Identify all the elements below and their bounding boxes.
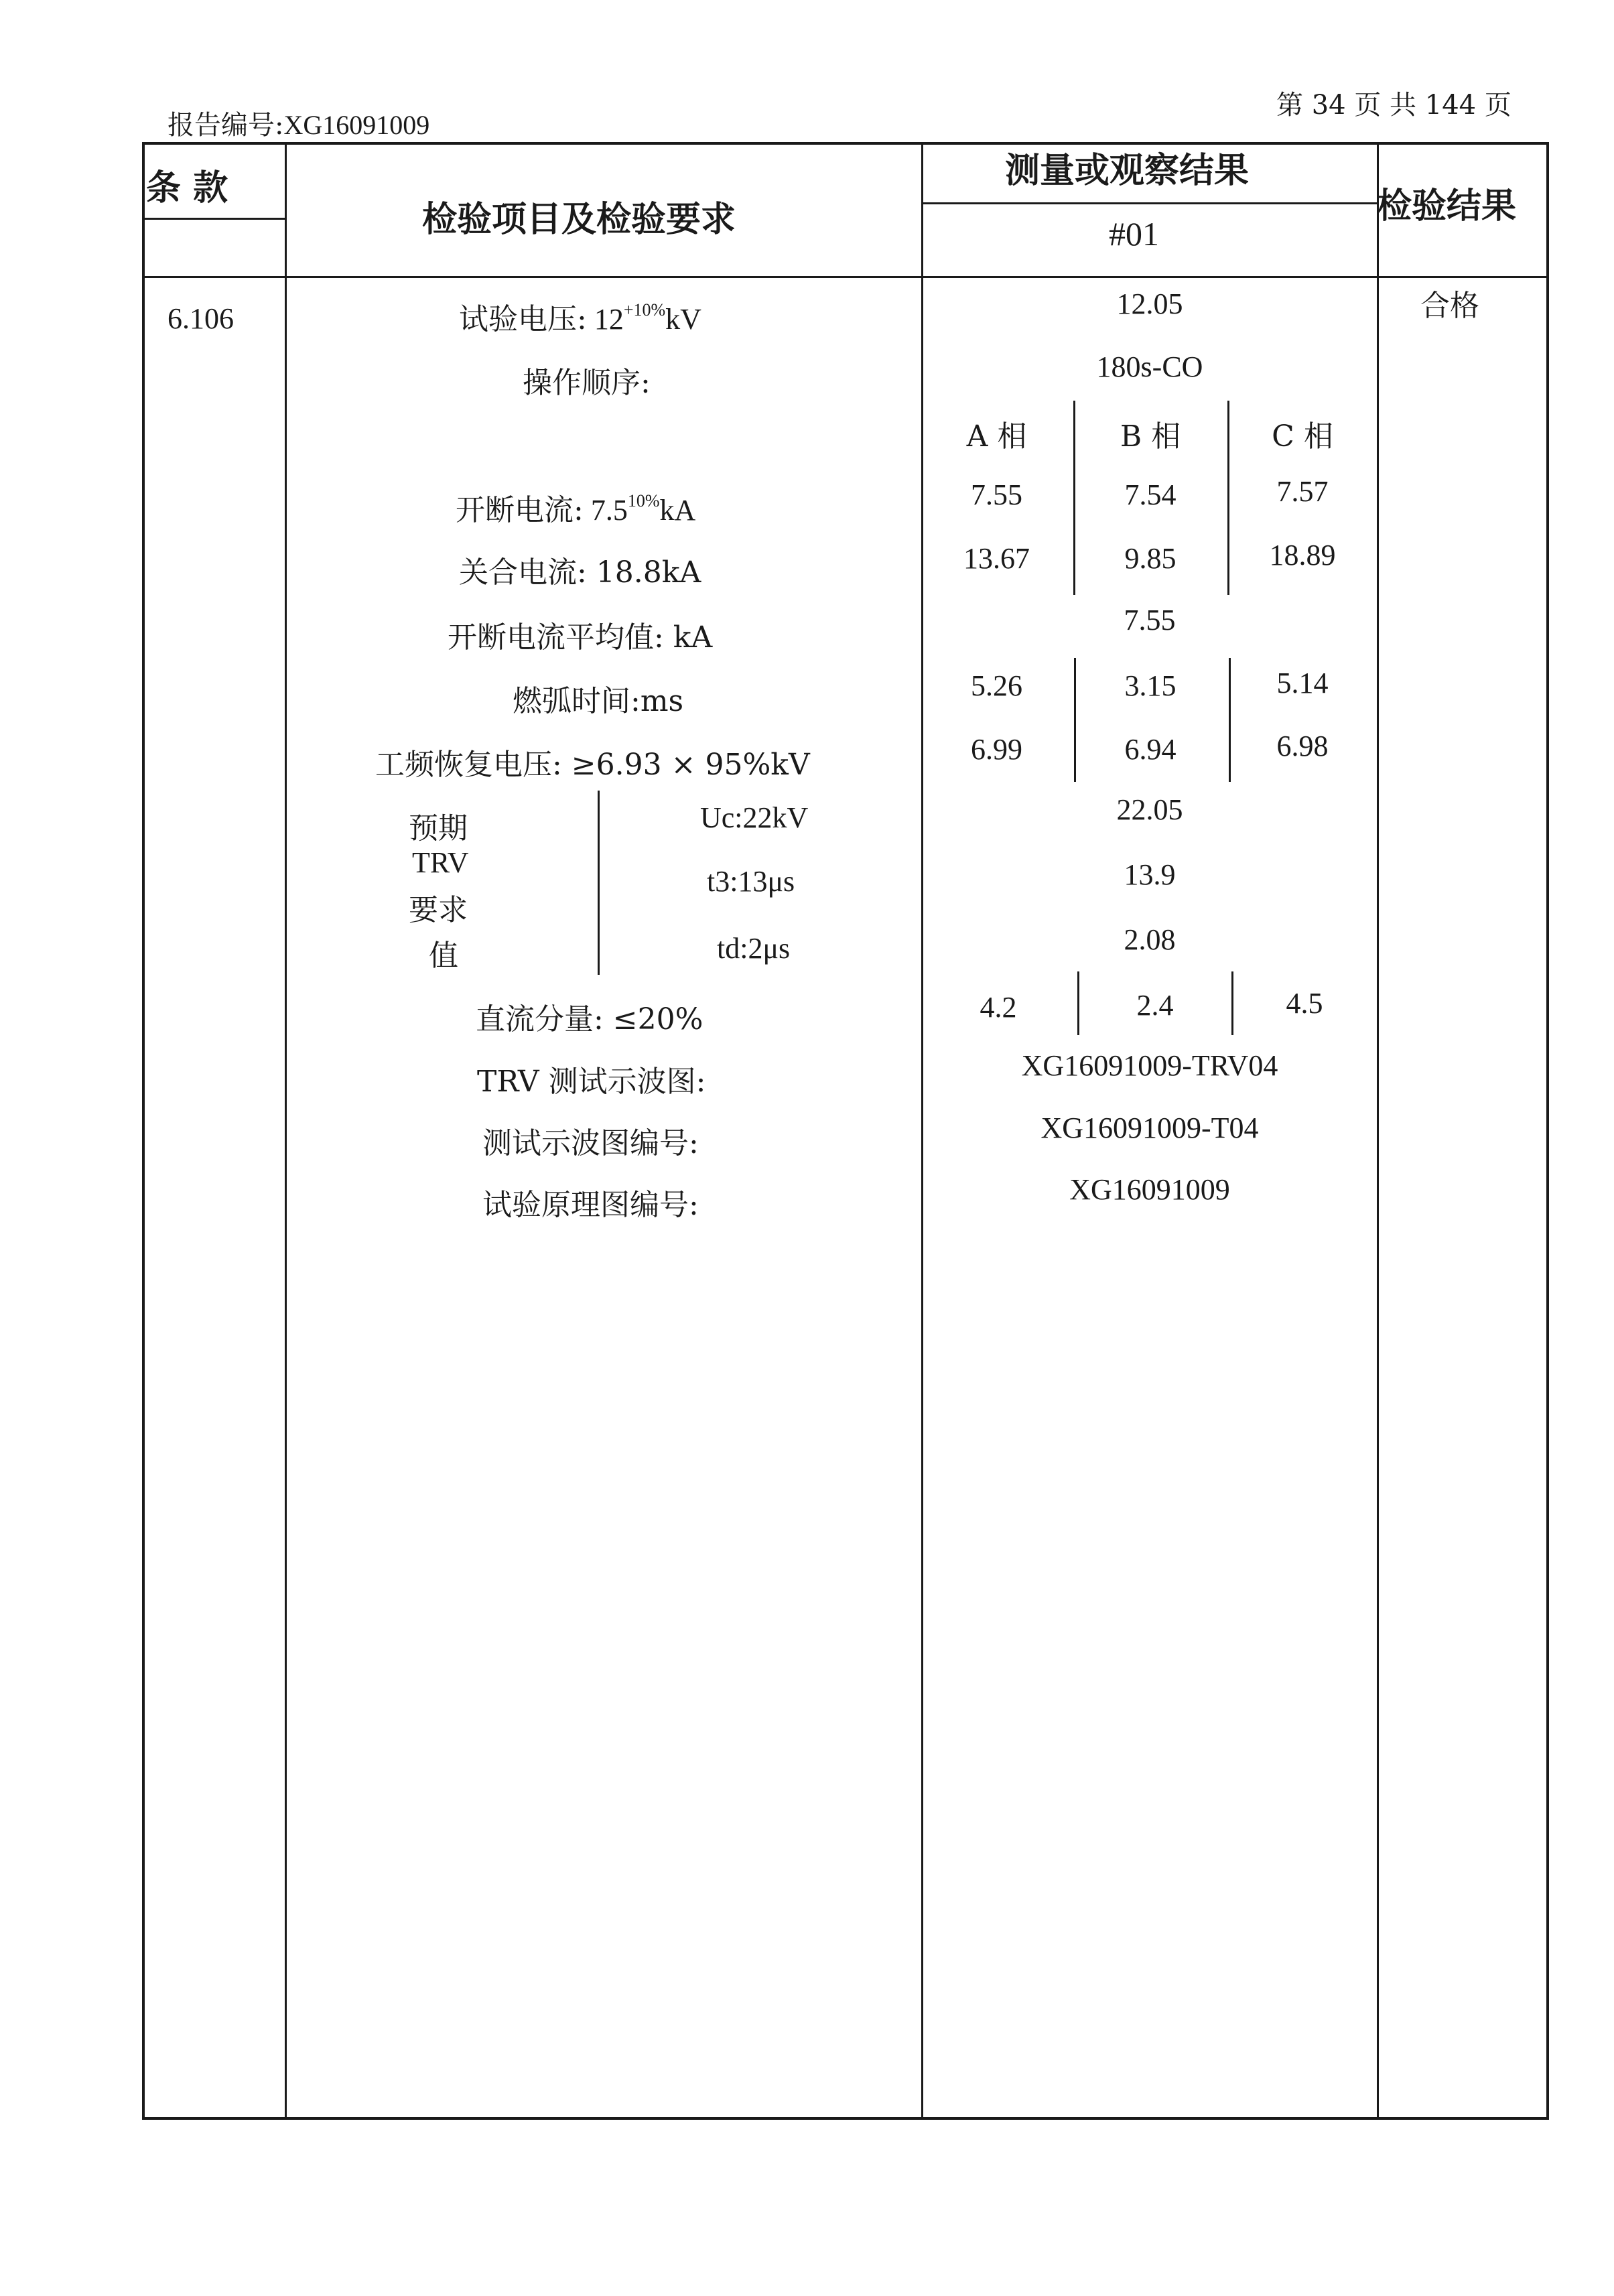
break-current-label <box>456 486 695 529</box>
trv-uc-label: Uc:22kV <box>700 801 809 834</box>
make-current-a: 13.67 <box>963 542 1030 575</box>
phase-c-header: C 相 <box>1272 419 1333 454</box>
result-value: 合格 <box>1420 289 1479 323</box>
trv-group-line-2: TRV <box>412 846 469 879</box>
trv-td-value: 2.08 <box>1124 923 1176 956</box>
test-voltage-label <box>459 295 701 338</box>
arcing-time-a: 5.26 <box>971 669 1022 702</box>
dc-component-label: 直流分量: ≤20% <box>476 1002 703 1036</box>
principle-no-value: XG16091009 <box>1069 1173 1230 1206</box>
pf-recovery-a: 6.99 <box>971 733 1022 766</box>
test-voltage-text: 试验电压: <box>459 302 587 336</box>
make-current-c: 18.89 <box>1269 539 1336 571</box>
dc-component-a: 4.2 <box>980 991 1017 1024</box>
trv-wave-label: TRV 测试示波图: <box>477 1065 706 1099</box>
report-number-value: XG16091009 <box>283 110 430 140</box>
wave-no-label: 测试示波图编号: <box>482 1126 699 1160</box>
trv-t3-label: t3:13μs <box>707 865 795 898</box>
wave-no-value: XG16091009-T04 <box>1040 1111 1259 1144</box>
break-avg-label: 开断电流平均值: kA <box>448 620 713 655</box>
arcing-time-c: 5.14 <box>1276 667 1329 699</box>
pf-recovery-c: 6.98 <box>1276 730 1329 762</box>
operation-seq-label: 操作顺序: <box>523 366 651 400</box>
phase-a-header: A 相 <box>966 419 1027 454</box>
trv-divider <box>598 791 600 975</box>
trv-group-line-3: 要求 <box>409 893 468 927</box>
break-current-a: 7.55 <box>971 478 1022 511</box>
make-current-label: 关合电流: 18.8kA <box>459 555 701 590</box>
sample-header: #01 <box>1109 215 1159 253</box>
break-current-text: 开断电流: <box>456 493 584 527</box>
pf-recovery-b: 6.94 <box>1124 733 1176 766</box>
test-voltage-base: 12 <box>594 303 624 336</box>
page-info: 第 34 页 共 144 页 <box>1276 90 1511 121</box>
break-current-c: 7.57 <box>1276 475 1329 508</box>
result-header: 检验结果 <box>1377 186 1517 226</box>
phase-b-header: B 相 <box>1120 419 1181 454</box>
item-requirement-header: 检验项目及检验要求 <box>422 200 736 240</box>
break-current-b: 7.54 <box>1124 478 1176 511</box>
make-current-b: 9.85 <box>1124 542 1176 575</box>
principle-no-label: 试验原理图编号: <box>482 1188 699 1222</box>
trv-uc-value: 22.05 <box>1116 793 1183 826</box>
test-voltage-sup: +10% <box>623 300 666 320</box>
break-current-sup: 10% <box>627 491 660 511</box>
dc-component-b: 2.4 <box>1136 989 1174 1022</box>
trv-t3-value: 13.9 <box>1124 858 1176 891</box>
test-voltage-unit: kV <box>665 303 701 336</box>
trv-group-line-1: 预期 <box>409 811 468 846</box>
report-number <box>167 104 429 142</box>
pf-recovery-label: 工频恢复电压: ≥6.93 × 95%kV <box>375 748 810 782</box>
arcing-time-label: 燃弧时间:ms <box>513 684 684 718</box>
break-avg-value: 7.55 <box>1124 604 1176 636</box>
trv-wave-value: XG16091009-TRV04 <box>1021 1049 1278 1082</box>
report-number-label: 报告编号: <box>167 110 284 141</box>
measurement-header: 测量或观察结果 <box>1005 151 1250 191</box>
clause-header: 条 款 <box>146 168 228 208</box>
break-current-unit: kA <box>659 494 696 527</box>
trv-group-line-4: 值 <box>429 939 458 973</box>
test-voltage-value: 12.05 <box>1116 287 1183 320</box>
arcing-time-b: 3.15 <box>1124 669 1176 702</box>
dc-component-c: 4.5 <box>1286 987 1323 1020</box>
break-current-base: 7.5 <box>590 494 628 527</box>
trv-td-label: td:2μs <box>717 932 791 965</box>
operation-seq-value: 180s-CO <box>1096 350 1203 383</box>
clause-number: 6.106 <box>167 302 234 335</box>
